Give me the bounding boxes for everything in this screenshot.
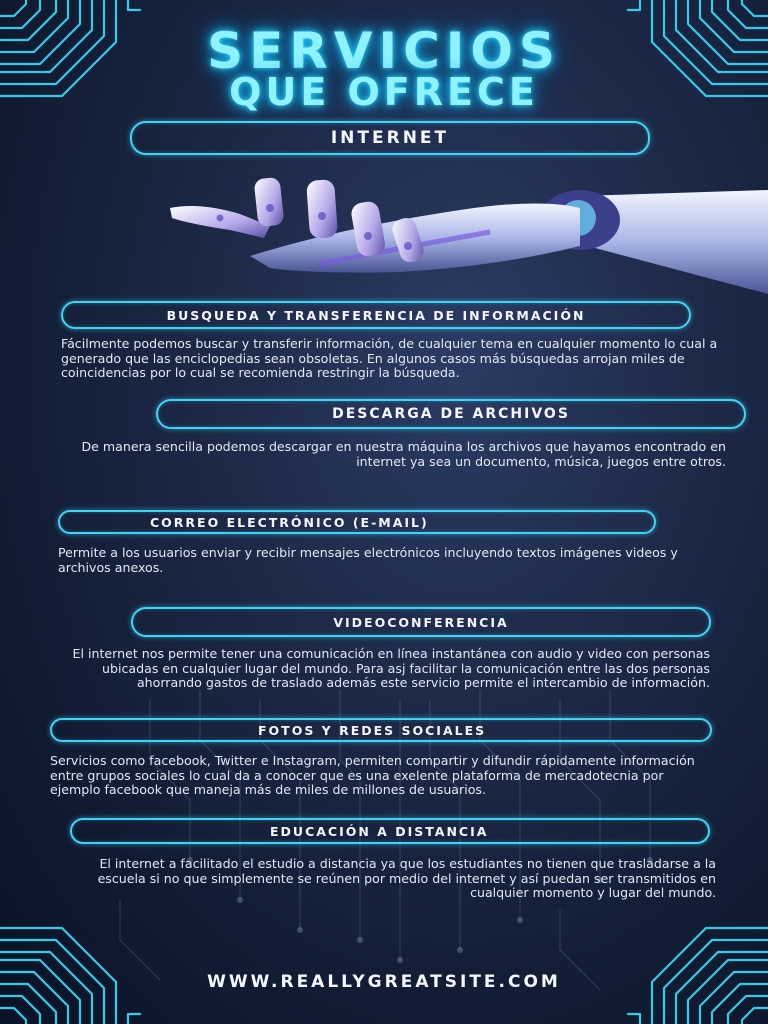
section-body-busqueda: Fácilmente podemos buscar y transferir información, de cualquier tema en cualquier momento lo cual a generado que las enciclopedias sean obsoletas. En algunos casos más búsquedas arrojan miles de coincidencias por lo cual se recomienda restringir la búsqueda.: [61, 336, 718, 381]
section-heading-videoconferencia: [131, 607, 711, 637]
heading-label: DESCARGA DE ARCHIVOS: [332, 406, 570, 422]
section-body-educacion: El internet a facilitado el estudio a distancia ya que los estudiantes no tienen que trasladarse a la escuela si no que simplemente se reúnen por medio del internet y así puedan ser transmitidos en cualquier momento y lugar del mundo.: [97, 856, 716, 901]
section-heading-descarga: [156, 399, 746, 429]
robot-hand-icon: [160, 168, 768, 298]
section-heading-fotos: [50, 718, 712, 742]
page-title: SERVICIOS: [207, 22, 561, 80]
section-heading-educacion: [70, 818, 710, 844]
section-heading-correo: [58, 510, 656, 534]
section-body-correo: Permite a los usuarios enviar y recibir mensajes electrónicos incluyendo textos imágenes videos y archivos anexos.: [58, 545, 678, 575]
section-body-fotos: Servicios como facebook, Twitter e Instagram, permiten compartir y difundir rápidamente información entre grupos sociales lo cual da a conocer que es una exelente plataforma de mercadotecnia por ejemplo facebook que maneja más de miles de millones de usuarios.: [50, 753, 695, 798]
heading-label: BUSQUEDA Y TRANSFERENCIA DE INFORMACIÓN: [166, 307, 586, 323]
section-body-descarga: De manera sencilla podemos descargar en nuestra máquina los archivos que hayamos encontrado en internet ya sea un documento, música, juegos entre otros.: [81, 439, 726, 469]
page-subtitle-line: QUE OFRECE: [229, 70, 539, 114]
heading-label: FOTOS Y REDES SOCIALES: [258, 722, 487, 738]
heading-label: EDUCACIÓN A DISTANCIA: [270, 823, 489, 839]
section-body-videoconferencia: El internet nos permite tener una comunicación en línea instantánea con audio y video con personas ubicadas en cualquier lugar del mundo. Para asj facilitar la comunicación entre las dos personas ahorrando gastos de traslado además este servicio permite el intercambio de información.: [72, 646, 710, 691]
website-link[interactable]: WWW.REALLYGREATSITE.COM: [207, 972, 561, 992]
internet-label: INTERNET: [330, 128, 450, 148]
heading-label: VIDEOCONFERENCIA: [333, 614, 509, 630]
section-heading-busqueda: [61, 301, 691, 329]
heading-label: CORREO ELECTRÓNICO (E-MAIL): [150, 514, 429, 530]
internet-banner: [130, 121, 650, 155]
